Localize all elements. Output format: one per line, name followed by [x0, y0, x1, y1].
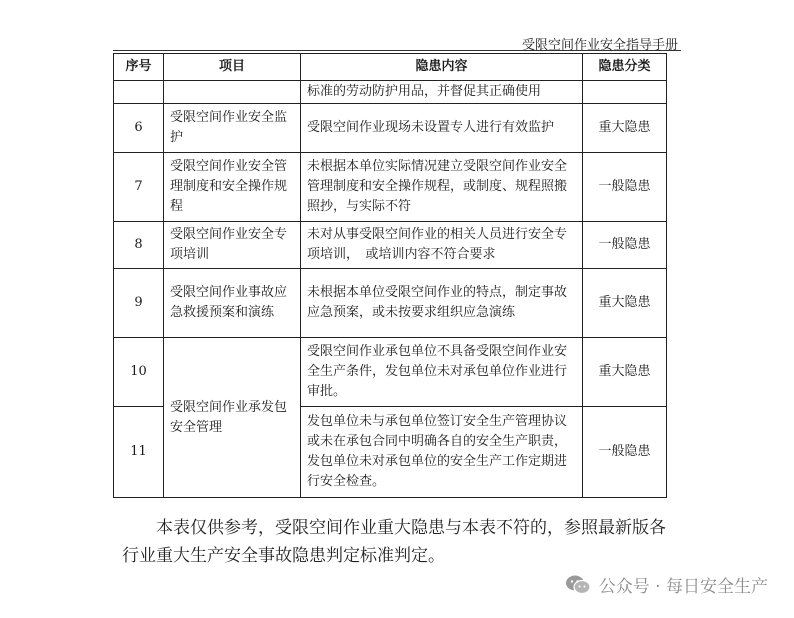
table-row [114, 81, 667, 104]
row-category: 重大隐患 [583, 338, 667, 407]
row-number: 6 [114, 104, 164, 153]
row-number: 9 [114, 269, 164, 338]
row-item: 受限空间作业安全监护 [164, 104, 301, 153]
row-content: 受限空间作业承包单位不具备受限空间作业安全生产条件，发包单位未对承包单位作业进行审批。 [301, 338, 583, 407]
continuation-cell: 标准的劳动防护用品，并督促其正确使用 [301, 81, 583, 104]
header-divider [113, 50, 681, 51]
row-number: 11 [114, 407, 164, 498]
row-category: 重大隐患 [583, 104, 667, 153]
row-category: 一般隐患 [583, 222, 667, 269]
row-number: 7 [114, 153, 164, 222]
column-header-item: 项目 [164, 54, 301, 81]
row-category: 一般隐患 [583, 153, 667, 222]
watermark-text: 公众号 · 每日安全生产 [598, 577, 768, 597]
row-item: 受限空间作业安全管理制度和安全操作规程 [164, 153, 301, 222]
table-footnote: 本表仅供参考，受限空间作业重大隐患与本表不符的，参照最新版各行业重大生产安全事故隐患判定标准判定。 [122, 518, 666, 566]
row-item: 受限空间作业承发包安全管理 [164, 338, 301, 498]
table-cell [164, 81, 301, 104]
table-cell [114, 81, 164, 104]
table-row [114, 153, 667, 222]
row-category: 一般隐患 [583, 407, 667, 498]
row-content: 发包单位未与承包单位签订安全生产管理协议或未在承包合同中明确各自的安全生产职责，发包单位未对承包单位的安全生产工作定期进行安全检查。 [301, 407, 583, 498]
row-content: 未根据本单位受限空间作业的特点，制定事故应急预案，或未按要求组织应急演练 [301, 269, 583, 338]
table-cell [583, 81, 667, 104]
row-category: 重大隐患 [583, 269, 667, 338]
row-item: 受限空间作业事故应急救援预案和演练 [164, 269, 301, 338]
row-content: 未根据本单位实际情况建立受限空间作业安全管理制度和安全操作规程，或制度、规程照搬照抄，与实际不符 [301, 153, 583, 222]
table-header-row [114, 54, 667, 81]
row-number: 10 [114, 338, 164, 407]
column-header-category: 隐患分类 [583, 54, 667, 81]
row-content: 受限空间作业现场未设置专人进行有效监护 [301, 104, 583, 153]
manual-title: 受限空间作业安全指导手册 [521, 38, 678, 53]
watermark [565, 572, 768, 597]
table-row [114, 222, 667, 269]
table-row [114, 269, 667, 338]
table-row [114, 104, 667, 153]
wechat-icon [565, 574, 591, 596]
row-number: 8 [114, 222, 164, 269]
table-row [114, 338, 667, 407]
hazard-table [113, 53, 667, 498]
row-content: 未对从事受限空间作业的相关人员进行安全专项培训， 或培训内容不符合要求 [301, 222, 583, 269]
row-item: 受限空间作业安全专项培训 [164, 222, 301, 269]
column-header-content: 隐患内容 [301, 54, 583, 81]
column-header-no: 序号 [114, 54, 164, 81]
